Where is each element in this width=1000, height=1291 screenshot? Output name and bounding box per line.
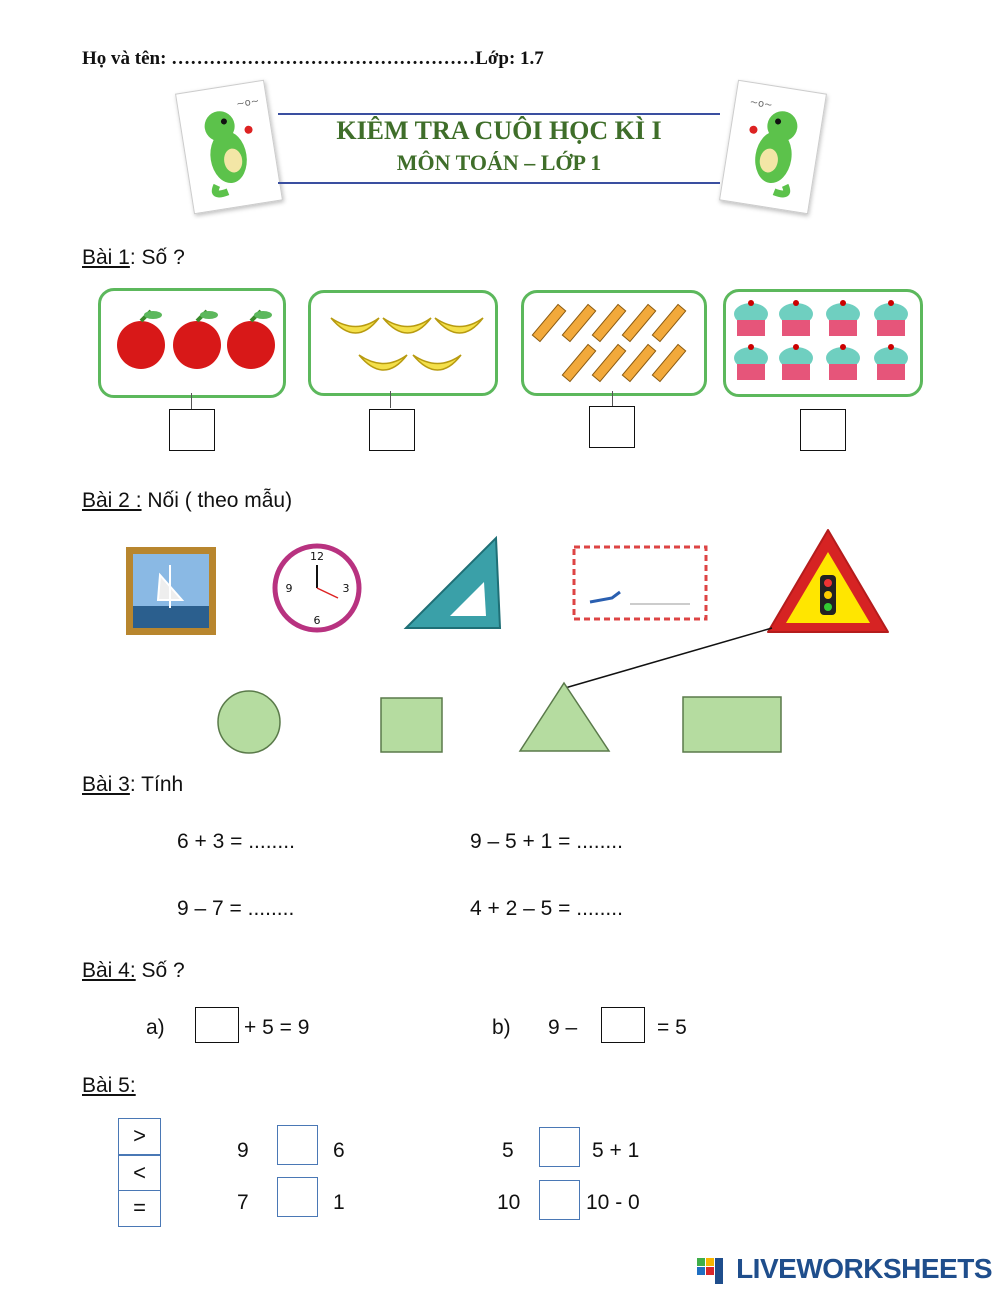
set-square-icon[interactable] [406, 538, 500, 628]
bai4-a-label: a) [146, 1016, 165, 1039]
bai5-r2-right1: 1 [333, 1191, 345, 1214]
connector [390, 391, 391, 408]
bai4-b-answer[interactable] [601, 1007, 645, 1043]
rectangle-shape[interactable] [683, 697, 781, 752]
bai4-b-left: 9 – [548, 1016, 578, 1039]
banana-icon [359, 355, 407, 370]
bai1-heading: Bài 1: Số ? [82, 246, 185, 269]
triangle-shape[interactable] [520, 683, 609, 751]
banner-title: KIÊM TRA CUÔI HỌC KÌ I [336, 116, 662, 145]
envelope-icon[interactable] [574, 547, 706, 619]
bai3-expr-1: 6 + 3 = ........ [177, 830, 295, 853]
sign-equal[interactable]: = [118, 1190, 161, 1227]
pencil-icon [652, 304, 685, 341]
bai5-r1-right2: 5 + 1 [592, 1139, 640, 1162]
bai5-r2-right2: 10 - 0 [586, 1191, 640, 1214]
apples-box [98, 288, 286, 398]
bai5-r1-box1[interactable] [277, 1125, 318, 1165]
pencil-icon [652, 344, 685, 381]
banner-bottom-line [278, 182, 720, 184]
bai5-r2-box2[interactable] [539, 1180, 580, 1220]
cupcake-icon [826, 344, 860, 380]
pencil-icon [622, 304, 655, 341]
picture-frame-icon[interactable] [126, 547, 216, 635]
pencil-icon [592, 344, 625, 381]
bai1-answer-apples[interactable] [169, 409, 215, 451]
apple-icon [117, 311, 165, 369]
apple-icon [173, 311, 221, 369]
svg-text:12: 12 [310, 550, 324, 563]
cupcake-icon [874, 300, 908, 336]
liveworksheets-watermark: LIVEWORKSHEETS [736, 1253, 992, 1284]
bai5-r2-box1[interactable] [277, 1177, 318, 1217]
connector [191, 393, 192, 409]
bai5-heading: Bài 5: [82, 1074, 136, 1097]
banana-icon [383, 318, 431, 333]
svg-text:~o~: ~o~ [235, 95, 260, 111]
svg-text:6: 6 [313, 614, 321, 627]
pencil-icon [622, 344, 655, 381]
bai5-r1-left2: 5 [502, 1139, 514, 1162]
banana-icon [413, 355, 461, 370]
dino-sticker-right [719, 80, 827, 215]
bai5-r2-left1: 7 [237, 1191, 249, 1214]
pencils-box [521, 290, 707, 396]
bai1-answer-pencils[interactable] [589, 406, 635, 448]
bai4-b-right: = 5 [657, 1016, 687, 1039]
bai1-answer-bananas[interactable] [369, 409, 415, 451]
apple-icon [227, 311, 275, 369]
class-label: Lớp: 1.7 [475, 48, 544, 69]
liveworksheets-logo-icon [697, 1258, 723, 1284]
bai4-a-rest: + 5 = 9 [244, 1016, 310, 1039]
pencil-icon [532, 304, 565, 341]
header-line [82, 48, 544, 70]
cupcake-icon [734, 344, 768, 380]
square-shape[interactable] [381, 698, 442, 752]
banner-subtitle: MÔN TOÁN – LỚP 1 [396, 150, 602, 175]
bai3-expr-4: 4 + 2 – 5 = ........ [470, 897, 623, 920]
traffic-warning-sign-icon[interactable] [768, 530, 888, 632]
pencil-icon [562, 344, 595, 381]
bai2-heading: Bài 2 : Nối ( theo mẫu) [82, 489, 293, 512]
sign-greater[interactable]: > [118, 1118, 161, 1155]
dino-sticker-left [175, 80, 283, 215]
bai3-heading: Bài 3: Tính [82, 773, 184, 796]
pencil-icon [562, 304, 595, 341]
dinosaur-icon [176, 81, 282, 213]
bai4-a-answer[interactable] [195, 1007, 239, 1043]
sample-connection-line [565, 628, 772, 688]
sign-less[interactable]: < [118, 1155, 161, 1192]
bai5-r1-left1: 9 [237, 1139, 249, 1162]
cupcake-icon [874, 344, 908, 380]
svg-text:~o~: ~o~ [748, 96, 774, 112]
cupcake-icon [734, 300, 768, 336]
clock-icon[interactable] [275, 546, 359, 630]
bai2-area [0, 520, 1000, 760]
bai1-answer-cupcakes[interactable] [800, 409, 846, 451]
svg-text:3: 3 [342, 582, 350, 595]
cupcakes-box [723, 289, 923, 397]
name-label: Họ và tên: ………………………………………… [82, 48, 476, 69]
bai5-r2-left2: 10 [497, 1191, 521, 1214]
bai5-r1-box2[interactable] [539, 1127, 580, 1167]
bai4-heading: Bài 4: Số ? [82, 959, 185, 982]
cupcake-icon [779, 344, 813, 380]
cupcake-icon [779, 300, 813, 336]
pencil-icon [592, 304, 625, 341]
svg-text:9: 9 [285, 582, 293, 595]
bai3-expr-2: 9 – 5 + 1 = ........ [470, 830, 623, 853]
bai3-expr-3: 9 – 7 = ........ [177, 897, 295, 920]
connector [612, 391, 613, 406]
banner-top-line [278, 113, 720, 115]
circle-shape[interactable] [218, 691, 280, 753]
banana-icon [331, 318, 379, 333]
bai4-b-label: b) [492, 1016, 511, 1039]
dinosaur-icon [720, 81, 826, 213]
cupcake-icon [826, 300, 860, 336]
banana-icon [435, 318, 483, 333]
bananas-box [308, 290, 498, 396]
bai5-r1-right1: 6 [333, 1139, 345, 1162]
